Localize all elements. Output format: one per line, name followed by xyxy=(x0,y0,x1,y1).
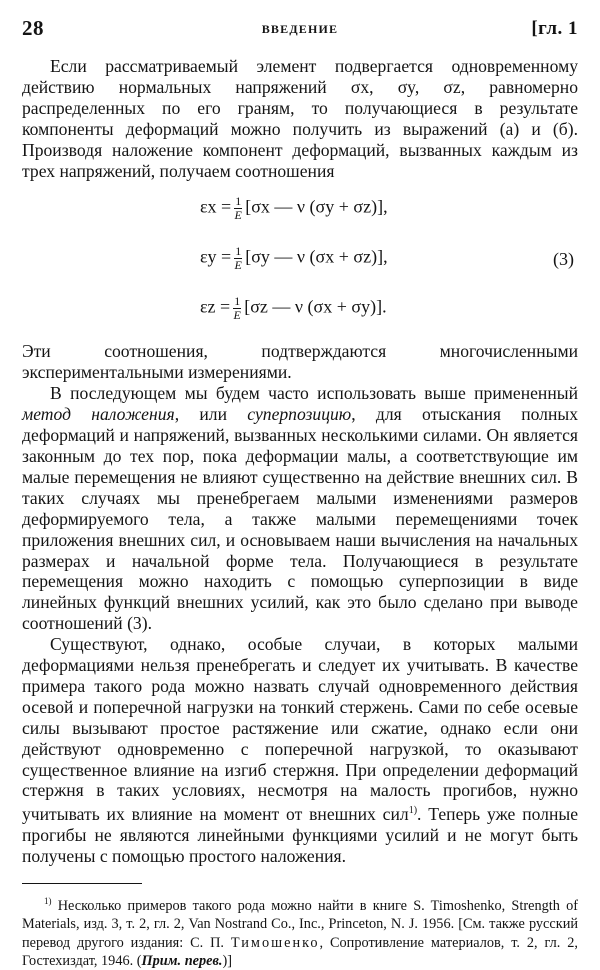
fraction xyxy=(234,245,242,272)
text-run: Существуют, однако, особые случаи, в которых малыми деформациями нельзя пренебрегать и следует их учитывать. В качестве примера такого рода можно назвать случай одновременного действия осевой и поперечной нагрузки на тонкий стержень. Сами по себе осевые силы вызывают простое растяжение или сжатие, однако если они действуют одновременно с поперечной нагрузкой, то оказывают существенное влияние на изгиб стержня. При определении деформаций стержня в таких условиях, несмотря на малость прогибов, нужно учитывать их влияние на момент от внешних сил xyxy=(22,634,578,825)
text-run: . Теперь уже полные прогибы не являются линейными функциями усилий и не могут быть получены с помощью простого наложения. xyxy=(22,804,578,867)
chapter-reference: [гл. 1 xyxy=(531,18,578,39)
paragraph-superposition-method xyxy=(22,383,578,634)
equation-epsilon-y xyxy=(200,245,388,272)
text-run: В последующем мы будем часто использовать выше примененный xyxy=(50,383,578,404)
equation-rhs: [σy — ν (σx + σz)], xyxy=(245,247,388,268)
equation-rhs: [σx — ν (σy + σz)], xyxy=(245,197,388,218)
paragraph-stress-superposition: Если рассматриваемый элемент подвергается одновременному действию нормальных напряжений σx, σy, σz, равномерно распределенных по его граням, то получающиеся в результате компоненты деформаций можно получить из выражений (а) и (б). Производя наложение компонент деформаций, вызванных каждым из трех напряжений, получаем соотношения xyxy=(22,56,578,181)
equations-block xyxy=(22,187,578,339)
fraction-numerator: 1 xyxy=(234,294,241,309)
footnote-text: Несколько примеров такого рода можно найти в книге S. Timoshenko, Strength of Materials, изд. 3, т. 2, гл. 2, Van Nostrand Co., Inc., Princeton, N. J. 1956. [См. также русский перевод другого издания: С. П. xyxy=(22,897,578,951)
fraction-denominator: E xyxy=(234,258,242,273)
page-number: 28 xyxy=(22,16,44,40)
fraction xyxy=(234,195,242,222)
text-run: , для отыскания полных деформаций и напряжений, вызванных несколькими силами. Он является законным до тех пор, пока деформации малы, а соответствующие им малые перемещения не влияют существенно на действие внешних сил. В таких случаях мы пренебрегаем малыми изменениями размеров деформируемого тела, а также малыми перемещениями точек приложения внешних сил, и основываем наши вычисления на начальных размерах и начальной форме тела. Получающиеся в результате перемещения можно находить с помощью суперпозиции в виде линейных функций внешних усилий, как это было сделано при выводе соотношений (3). xyxy=(22,404,578,634)
equation-lhs: εx = xyxy=(200,197,232,218)
footnote-divider xyxy=(22,883,142,884)
fraction-denominator: E xyxy=(234,208,242,223)
fraction-numerator: 1 xyxy=(235,194,242,209)
text-run: , или xyxy=(174,404,248,425)
footnote-text: , Сопротивление материалов, т. 2, гл. 2, Гостехиздат, 1946. ( xyxy=(22,934,578,969)
footnote xyxy=(22,892,578,970)
footnote-marker: 1) xyxy=(408,805,418,817)
fraction-denominator: E xyxy=(233,308,241,323)
paragraph-special-cases xyxy=(22,634,578,867)
equation-epsilon-z xyxy=(200,295,387,322)
footnote-author: Тимошенко xyxy=(230,934,320,951)
footnote-text: )] xyxy=(222,952,232,969)
equation-number: (3) xyxy=(553,249,574,270)
fraction-numerator: 1 xyxy=(235,244,242,259)
italic-term-method: метод наложения xyxy=(22,404,175,425)
equation-epsilon-x xyxy=(200,195,388,222)
footnote-translator-note: Прим. перев. xyxy=(141,952,223,969)
page-header xyxy=(22,14,578,44)
paragraph-experimental-confirmation: Эти соотношения, подтверждаются многочисленными экспериментальными измерениями. xyxy=(22,341,578,383)
equation-lhs: εy = xyxy=(200,247,232,268)
equation-lhs: εz = xyxy=(200,297,231,318)
running-title: ВВЕДЕНИЕ xyxy=(261,22,339,36)
fraction xyxy=(233,295,241,322)
italic-term-superposition: суперпозицию xyxy=(247,404,352,425)
equation-rhs: [σz — ν (σx + σy)]. xyxy=(244,297,387,318)
footnote-mark: 1) xyxy=(44,895,52,906)
